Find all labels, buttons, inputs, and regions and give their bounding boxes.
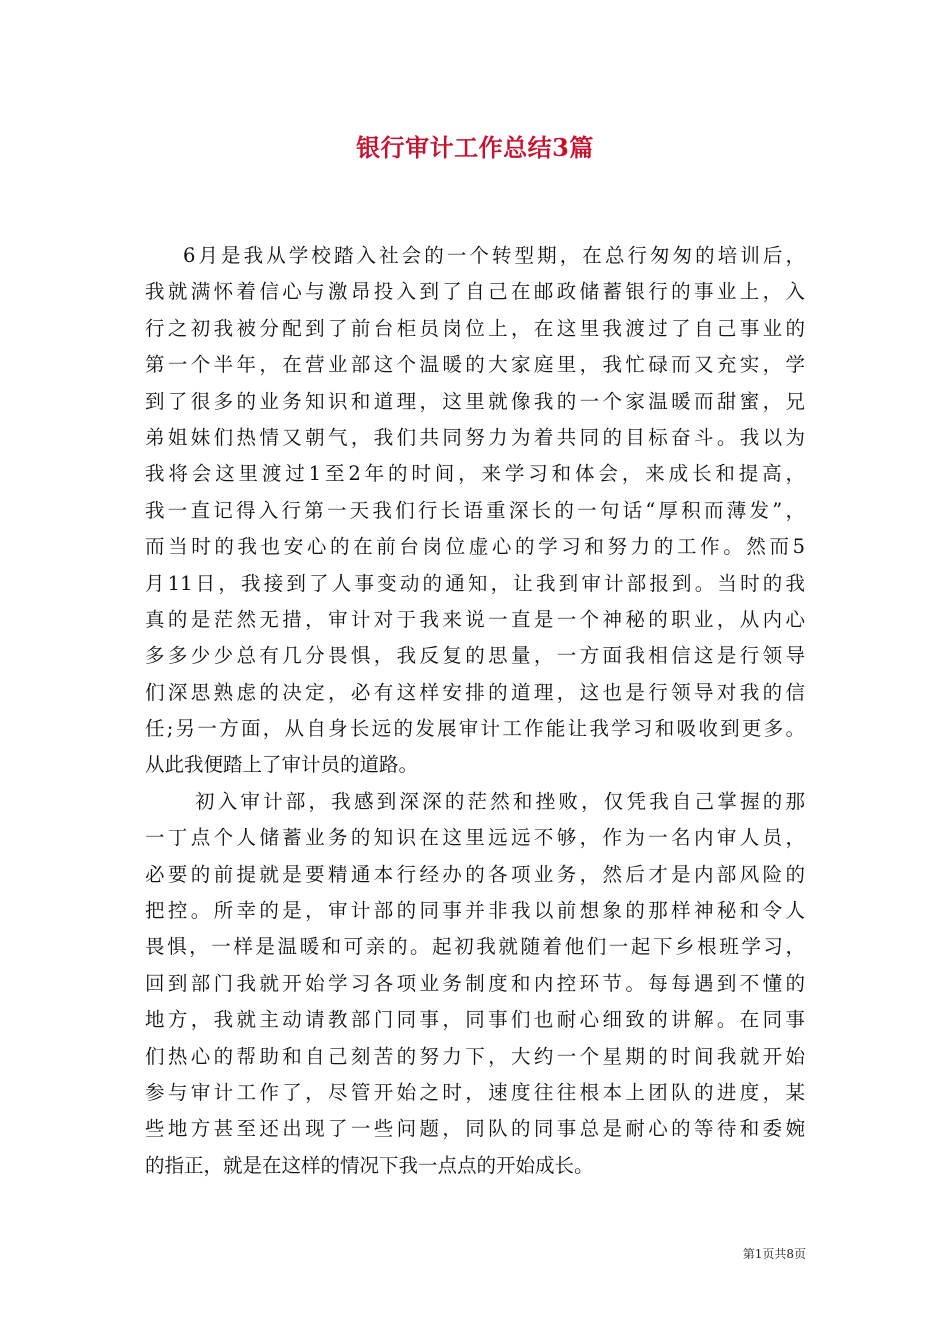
text-line: 多多少少总有几分畏惧，我反复的思量，一方面我相信这是行领导 (145, 644, 805, 668)
document-title: 银行审计工作总结3篇 (356, 133, 594, 162)
text-line: 到了很多的业务知识和道理，这里就像我的一个家温暖而甜蜜，兄 (145, 389, 805, 413)
text-line: 们热心的帮助和自己刻苦的努力下，大约一个星期的时间我就开始 (145, 1044, 805, 1068)
text-line: 一丁点个人储蓄业务的知识在这里远远不够，作为一名内审人员， (145, 826, 805, 850)
text-line: 我就满怀着信心与激昂投入到了自己在邮政储蓄银行的事业上，入 (145, 280, 805, 304)
text-line: 6月是我从学校踏入社会的一个转型期，在总行匆匆的培训后， (183, 244, 805, 267)
text-line: 弟姐妹们热情又朝气，我们共同努力为着共同的目标奋斗。我以为 (145, 425, 805, 449)
text-line: 任;另一方面，从自身长远的发展审计工作能让我学习和吸收到更多。 (145, 717, 805, 741)
text-line: 月11日，我接到了人事变动的通知，让我到审计部报到。当时的我 (145, 571, 805, 595)
paragraph-1 (145, 238, 805, 784)
text-line: 的指正，就是在这样的情况下我一点点的开始成长。 (145, 1153, 594, 1177)
text-line: 初入审计部，我感到深深的茫然和挫败，仅凭我自己掌握的那 (195, 789, 805, 813)
text-line: 行之初我被分配到了前台柜员岗位上，在这里我渡过了自己事业的 (145, 316, 805, 340)
text-line: 把控。所幸的是，审计部的同事并非我以前想象的那样神秘和令人 (145, 899, 805, 923)
text-line: 第一个半年，在营业部这个温暖的大家庭里，我忙碌而又充实，学 (145, 353, 805, 377)
text-line: 我一直记得入行第一天我们行长语重深长的一句话“厚积而薄发”， (145, 498, 805, 522)
text-line: 地方，我就主动请教部门同事，同事们也耐心细致的讲解。在同事 (145, 1008, 805, 1032)
text-line: 们深思熟虑的决定，必有这样安排的道理，这也是行领导对我的信 (145, 680, 805, 704)
text-line: 真的是茫然无措，审计对于我来说一直是一个神秘的职业，从内心 (145, 607, 805, 631)
page-number: 第1页共8页 (742, 1247, 806, 1261)
text-line: 参与审计工作了，尽管开始之时，速度往往根本上团队的进度，某 (145, 1080, 805, 1104)
text-line: 回到部门我就开始学习各项业务制度和内控环节。每每遇到不懂的 (145, 971, 805, 995)
text-line: 必要的前提就是要精通本行经办的各项业务，然后才是内部风险的 (145, 862, 805, 886)
text-line: 我将会这里渡过1至2年的时间，来学习和体会，来成长和提高， (145, 462, 805, 486)
text-line: 而当时的我也安心的在前台岗位虚心的学习和努力的工作。然而5 (145, 535, 805, 559)
text-line: 些地方甚至还出现了一些问题，同队的同事总是耐心的等待和委婉 (145, 1117, 805, 1141)
document-body (145, 238, 805, 1184)
text-line: 从此我便踏上了审计员的道路。 (145, 753, 419, 777)
text-line: 畏惧，一样是温暖和可亲的。起初我就随着他们一起下乡根班学习， (145, 935, 805, 959)
paragraph-2 (145, 784, 805, 1184)
